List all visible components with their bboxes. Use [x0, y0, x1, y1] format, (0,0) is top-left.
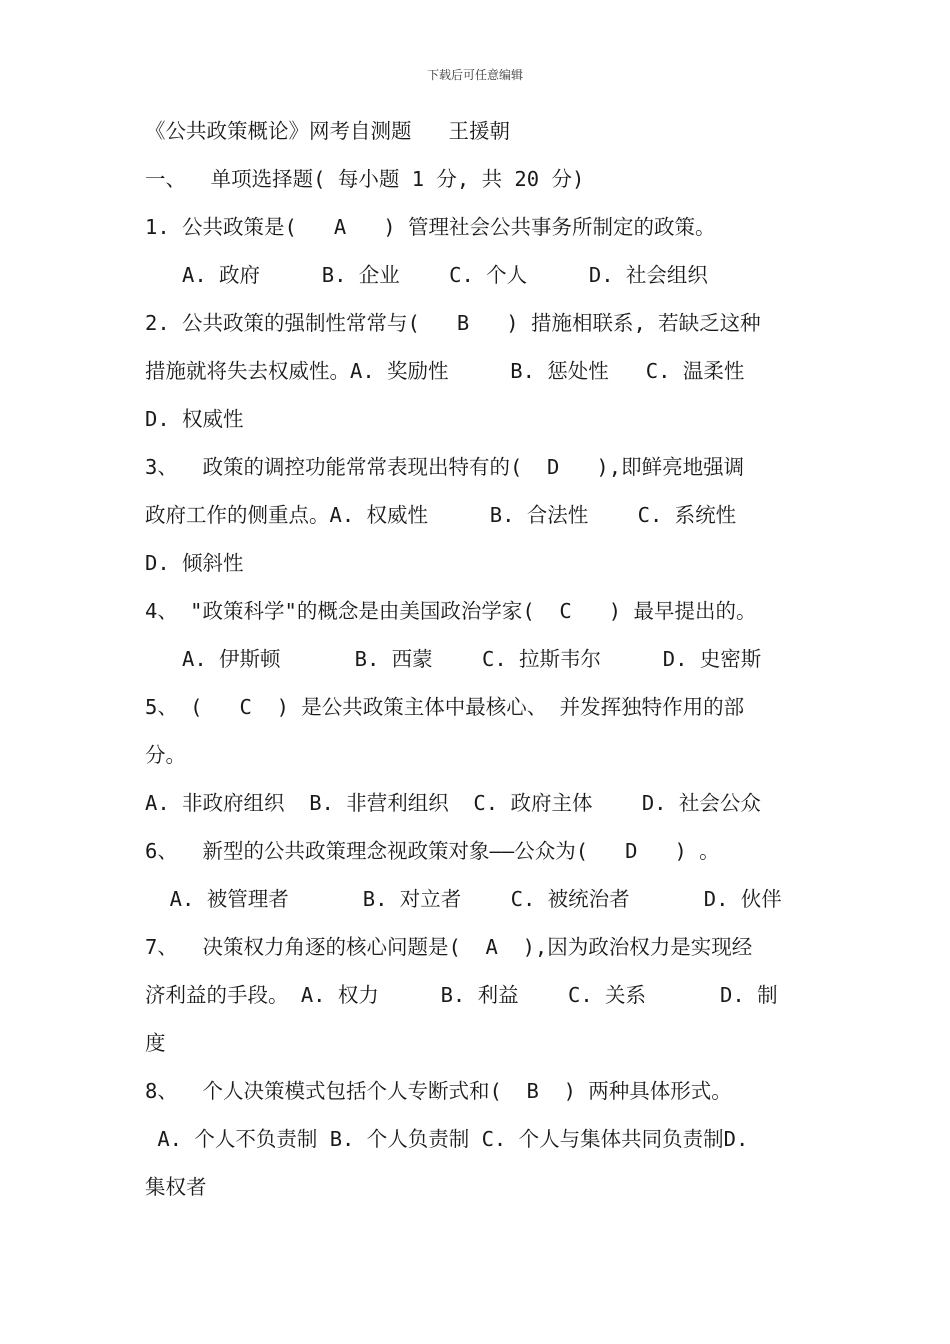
- question-6-options: A. 被管理者 B. 对立者 C. 被统治者 D. 伙伴: [145, 887, 782, 911]
- question-8-options: A. 个人不负责制 B. 个人负责制 C. 个人与集体共同负责制D.: [145, 1127, 749, 1151]
- question-7-continued: 济利益的手段。 A. 权力 B. 利益 C. 关系 D. 制: [145, 983, 778, 1007]
- question-3: 3、 政策的调控功能常常表现出特有的( D ),即鲜亮地强调: [145, 455, 745, 479]
- question-2: 2. 公共政策的强制性常常与( B ) 措施相联系, 若缺乏这种: [145, 311, 761, 335]
- question-7: 7、 决策权力角逐的核心问题是( A ),因为政治权力是实现经: [145, 935, 753, 959]
- question-5-options: A. 非政府组织 B. 非营利组织 C. 政府主体 D. 社会公众: [145, 791, 761, 815]
- question-3-option-d: D. 倾斜性: [145, 551, 244, 575]
- question-2-option-d: D. 权威性: [145, 407, 244, 431]
- question-8-option-d: 集权者: [145, 1175, 207, 1199]
- question-6: 6、 新型的公共政策理念视政策对象——公众为( D ) 。: [145, 839, 720, 863]
- question-2-continued: 措施就将失去权威性。A. 奖励性 B. 惩处性 C. 温柔性: [145, 359, 745, 383]
- question-5: 5、 ( C ) 是公共政策主体中最核心、 并发挥独特作用的部: [145, 695, 745, 719]
- document-title: 《公共政策概论》网考自测题 王援朝: [145, 119, 511, 143]
- question-4-options: A. 伊斯顿 B. 西蒙 C. 拉斯韦尔 D. 史密斯: [145, 647, 762, 671]
- question-7-option-d-end: 度: [145, 1031, 166, 1055]
- question-1-options: A. 政府 B. 企业 C. 个人 D. 社会组织: [145, 263, 708, 287]
- question-3-continued: 政府工作的侧重点。A. 权威性 B. 合法性 C. 系统性: [145, 503, 737, 527]
- question-5-continued: 分。: [145, 743, 186, 767]
- question-8: 8、 个人决策模式包括个人专断式和( B ) 两种具体形式。: [145, 1079, 732, 1103]
- section-heading: 一、 单项选择题( 每小题 1 分, 共 20 分): [145, 167, 585, 191]
- page-header: 下载后可任意编辑: [426, 68, 523, 82]
- question-4: 4、 "政策科学"的概念是由美国政治学家( C ) 最早提出的。: [145, 599, 757, 623]
- question-1: 1. 公共政策是( A ) 管理社会公共事务所制定的政策。: [145, 215, 716, 239]
